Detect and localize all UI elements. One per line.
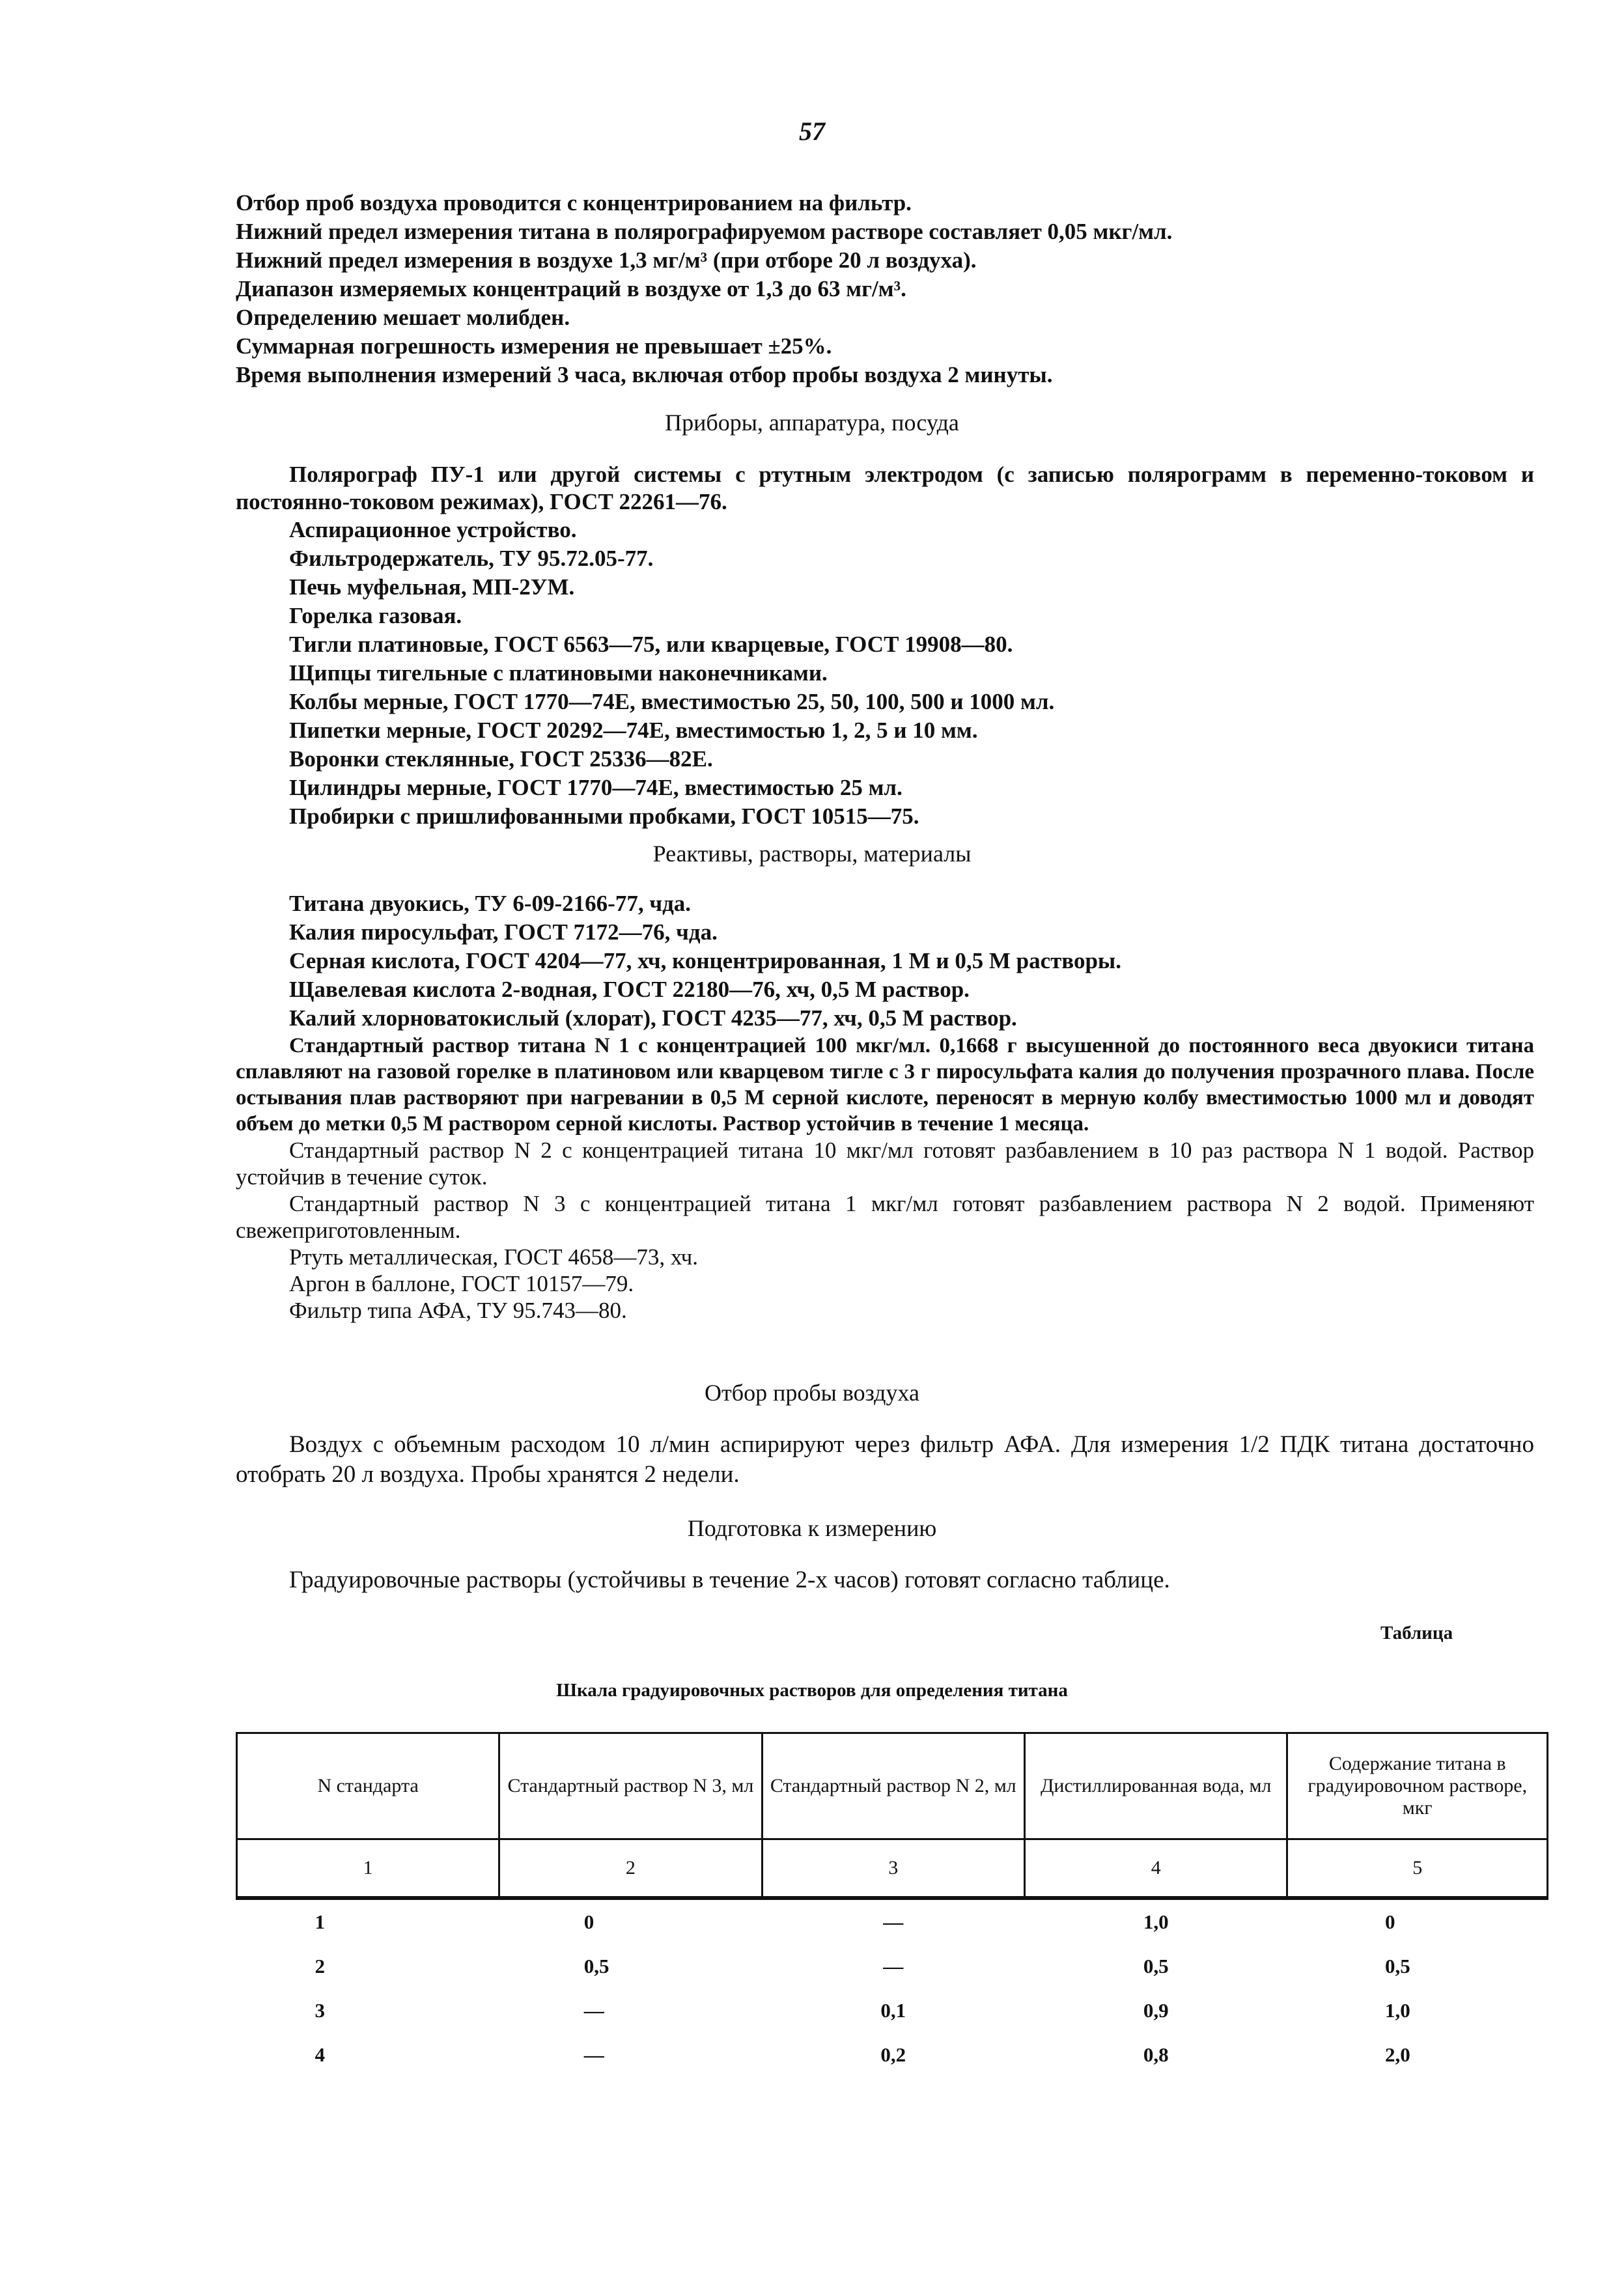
section-heading-instruments: Приборы, аппаратура, посуда [665,410,959,436]
table-column-number: 2 [499,1839,762,1899]
instrument-item: Печь муфельная, МП-2УМ. [289,574,575,600]
instrument-item: Воронки стеклянные, ГОСТ 25336—82Е. [289,746,713,772]
table-cell: 0,5 [583,1955,609,1977]
table-cell: 1,0 [1384,1999,1410,2022]
section-heading-preparation: Подготовка к измерению [687,1515,937,1541]
table-cell: 0,1 [880,1999,906,2022]
standard-solution-1: Стандартный раствор титана N 1 с концентрацией 100 мкг/мл. 0,1668 г высушенной до постоянного веса двуокиси титана сплавляют на газовой горелке в платиновом или кварцевом тигле с 3 г пиросульфата калия до получения прозрачного плава. После остывания плав растворяют при нагревании в 0,5 М серной кислоте, переносят в мерную колбу вместимостью 1000 мл и доводят объем до метки 0,5 М раствором серной кислоты. Раствор устойчив в течение 1 месяца. [236,1034,1534,1136]
table-cell: 2 [315,1955,325,1977]
calibration-table [236,1732,1548,2077]
table-column-number: 1 [237,1839,499,1899]
instrument-item: Горелка газовая. [289,603,462,628]
table-header-cell: N стандарта [237,1733,499,1839]
sampling-text: Воздух с объемным расходом 10 л/мин аспирируют через фильтр АФА. Для измерения 1/2 ПДК титана достаточно отобрать 20 л воздуха. Пробы хранятся 2 недели. [236,1431,1534,1488]
instruments-first-paragraph: Полярограф ПУ-1 или другой системы с ртутным электродом (с записью полярограмм в переменно-токовом и постоянно-токовом режимах), ГОСТ 22261—76. [236,462,1534,514]
table-cell: 3 [315,1999,325,2022]
table-column-number: 5 [1287,1839,1548,1899]
standard-solution-3: Стандартный раствор N 3 с концентрацией титана 1 мкг/мл готовят разбавлением раствора N 2 водой. Применяют свежеприготовленным. [236,1191,1534,1243]
instrument-item: Пробирки с пришлифованными пробками, ГОСТ 10515—75. [289,803,919,829]
table-cell: 2,0 [1384,2043,1410,2066]
intro-block [236,189,1534,389]
reagent-item: Титана двуокись, ТУ 6-09-2166-77, чда. [289,891,692,916]
reagent-item: Ртуть металлическая, ГОСТ 4658—73, хч. [289,1244,699,1270]
intro-line: Отбор проб воздуха проводится с концентрированием на фильтр. [236,190,912,216]
instrument-item: Щипцы тигельные с платиновыми наконечниками. [289,660,828,686]
table-cell: 0,2 [880,2043,906,2066]
table-header-cell: Стандартный раствор N 3, мл [499,1733,762,1839]
reagent-item: Калия пиросульфат, ГОСТ 7172—76, чда. [289,919,718,945]
table-cell: 0,5 [1384,1955,1410,1977]
intro-line: Время выполнения измерений 3 часа, включая отбор пробы воздуха 2 минуты. [236,362,1053,387]
reagents-block [236,889,1534,1324]
table-row [237,1989,1548,2033]
table-row [237,2033,1548,2077]
table-cell: — [883,1955,904,1977]
table-cell: — [583,2043,604,2066]
reagent-item: Аргон в баллоне, ГОСТ 10157—79. [289,1271,634,1296]
table-header-cell: Стандартный раствор N 2, мл [762,1733,1024,1839]
page-number: 57 [799,117,825,146]
reagent-item: Калий хлорноватокислый (хлорат), ГОСТ 4235—77, хч, 0,5 М раствор. [289,1005,1017,1031]
table-cell: 4 [315,2043,325,2066]
sampling-block [236,1430,1534,1490]
intro-line: Нижний предел измерения титана в полярографируемом растворе составляет 0,05 мкг/мл. [236,219,1173,244]
preparation-block [236,1565,1534,1595]
table-row [237,1944,1548,1989]
table-column-number: 3 [762,1839,1024,1899]
table-caption: Шкала градуировочных растворов для определения титана [556,1680,1068,1701]
section-heading-reagents: Реактивы, растворы, материалы [652,841,972,867]
table-label: Таблица [1380,1623,1453,1643]
instrument-item: Фильтродержатель, ТУ 95.72.05-77. [289,546,654,571]
intro-line: Определению мешает молибден. [236,305,570,330]
instrument-item: Тигли платиновые, ГОСТ 6563—75, или кварцевые, ГОСТ 19908—80. [289,632,1013,657]
intro-line: Нижний предел измерения в воздухе 1,3 мг/м³ (при отборе 20 л воздуха). [236,247,977,273]
table-cell: 0,8 [1143,2043,1169,2066]
table-cell: 0,5 [1143,1955,1169,1977]
table-cell: 1,0 [1143,1910,1169,1933]
reagent-item: Щавелевая кислота 2-водная, ГОСТ 22180—76, хч, 0,5 М раствор. [289,977,970,1002]
section-heading-sampling: Отбор пробы воздуха [705,1380,919,1406]
instrument-item: Цилиндры мерные, ГОСТ 1770—74Е, вместимостью 25 мл. [289,775,903,800]
instruments-block [236,461,1534,831]
instrument-item: Пипетки мерные, ГОСТ 20292—74Е, вместимостью 1, 2, 5 и 10 мм. [289,718,978,743]
table-header-cell: Дистиллированная вода, мл [1024,1733,1287,1839]
instrument-item: Аспирационное устройство. [289,517,577,542]
table-header-cell: Содержание титана в градуировочном растворе, мкг [1287,1733,1548,1839]
intro-line: Суммарная погрешность измерения не превышает ±25%. [236,333,832,359]
reagent-item: Серная кислота, ГОСТ 4204—77, хч, концентрированная, 1 М и 0,5 М растворы. [289,948,1122,973]
table-cell: — [583,1999,604,2022]
table-cell: 1 [315,1910,325,1933]
standard-solution-2: Стандартный раствор N 2 с концентрацией титана 10 мкг/мл готовят разбавлением в 10 раз раствора N 1 водой. Раствор устойчив в течение суток. [236,1138,1534,1190]
reagent-item: Фильтр типа АФА, ТУ 95.743—80. [289,1298,627,1323]
table-column-number: 4 [1024,1839,1287,1899]
instrument-item: Колбы мерные, ГОСТ 1770—74Е, вместимостью 25, 50, 100, 500 и 1000 мл. [289,689,1055,714]
intro-line: Диапазон измеряемых концентраций в воздухе от 1,3 до 63 мг/м³. [236,276,906,301]
table-cell: 0 [583,1910,595,1933]
table-cell: 0 [1384,1910,1395,1933]
table-cell: 0,9 [1143,1999,1169,2022]
table-row [237,1898,1548,1944]
preparation-text: Градуировочные растворы (устойчивы в течение 2-х часов) готовят согласно таблице. [289,1567,1170,1593]
table-cell: — [883,1910,904,1933]
